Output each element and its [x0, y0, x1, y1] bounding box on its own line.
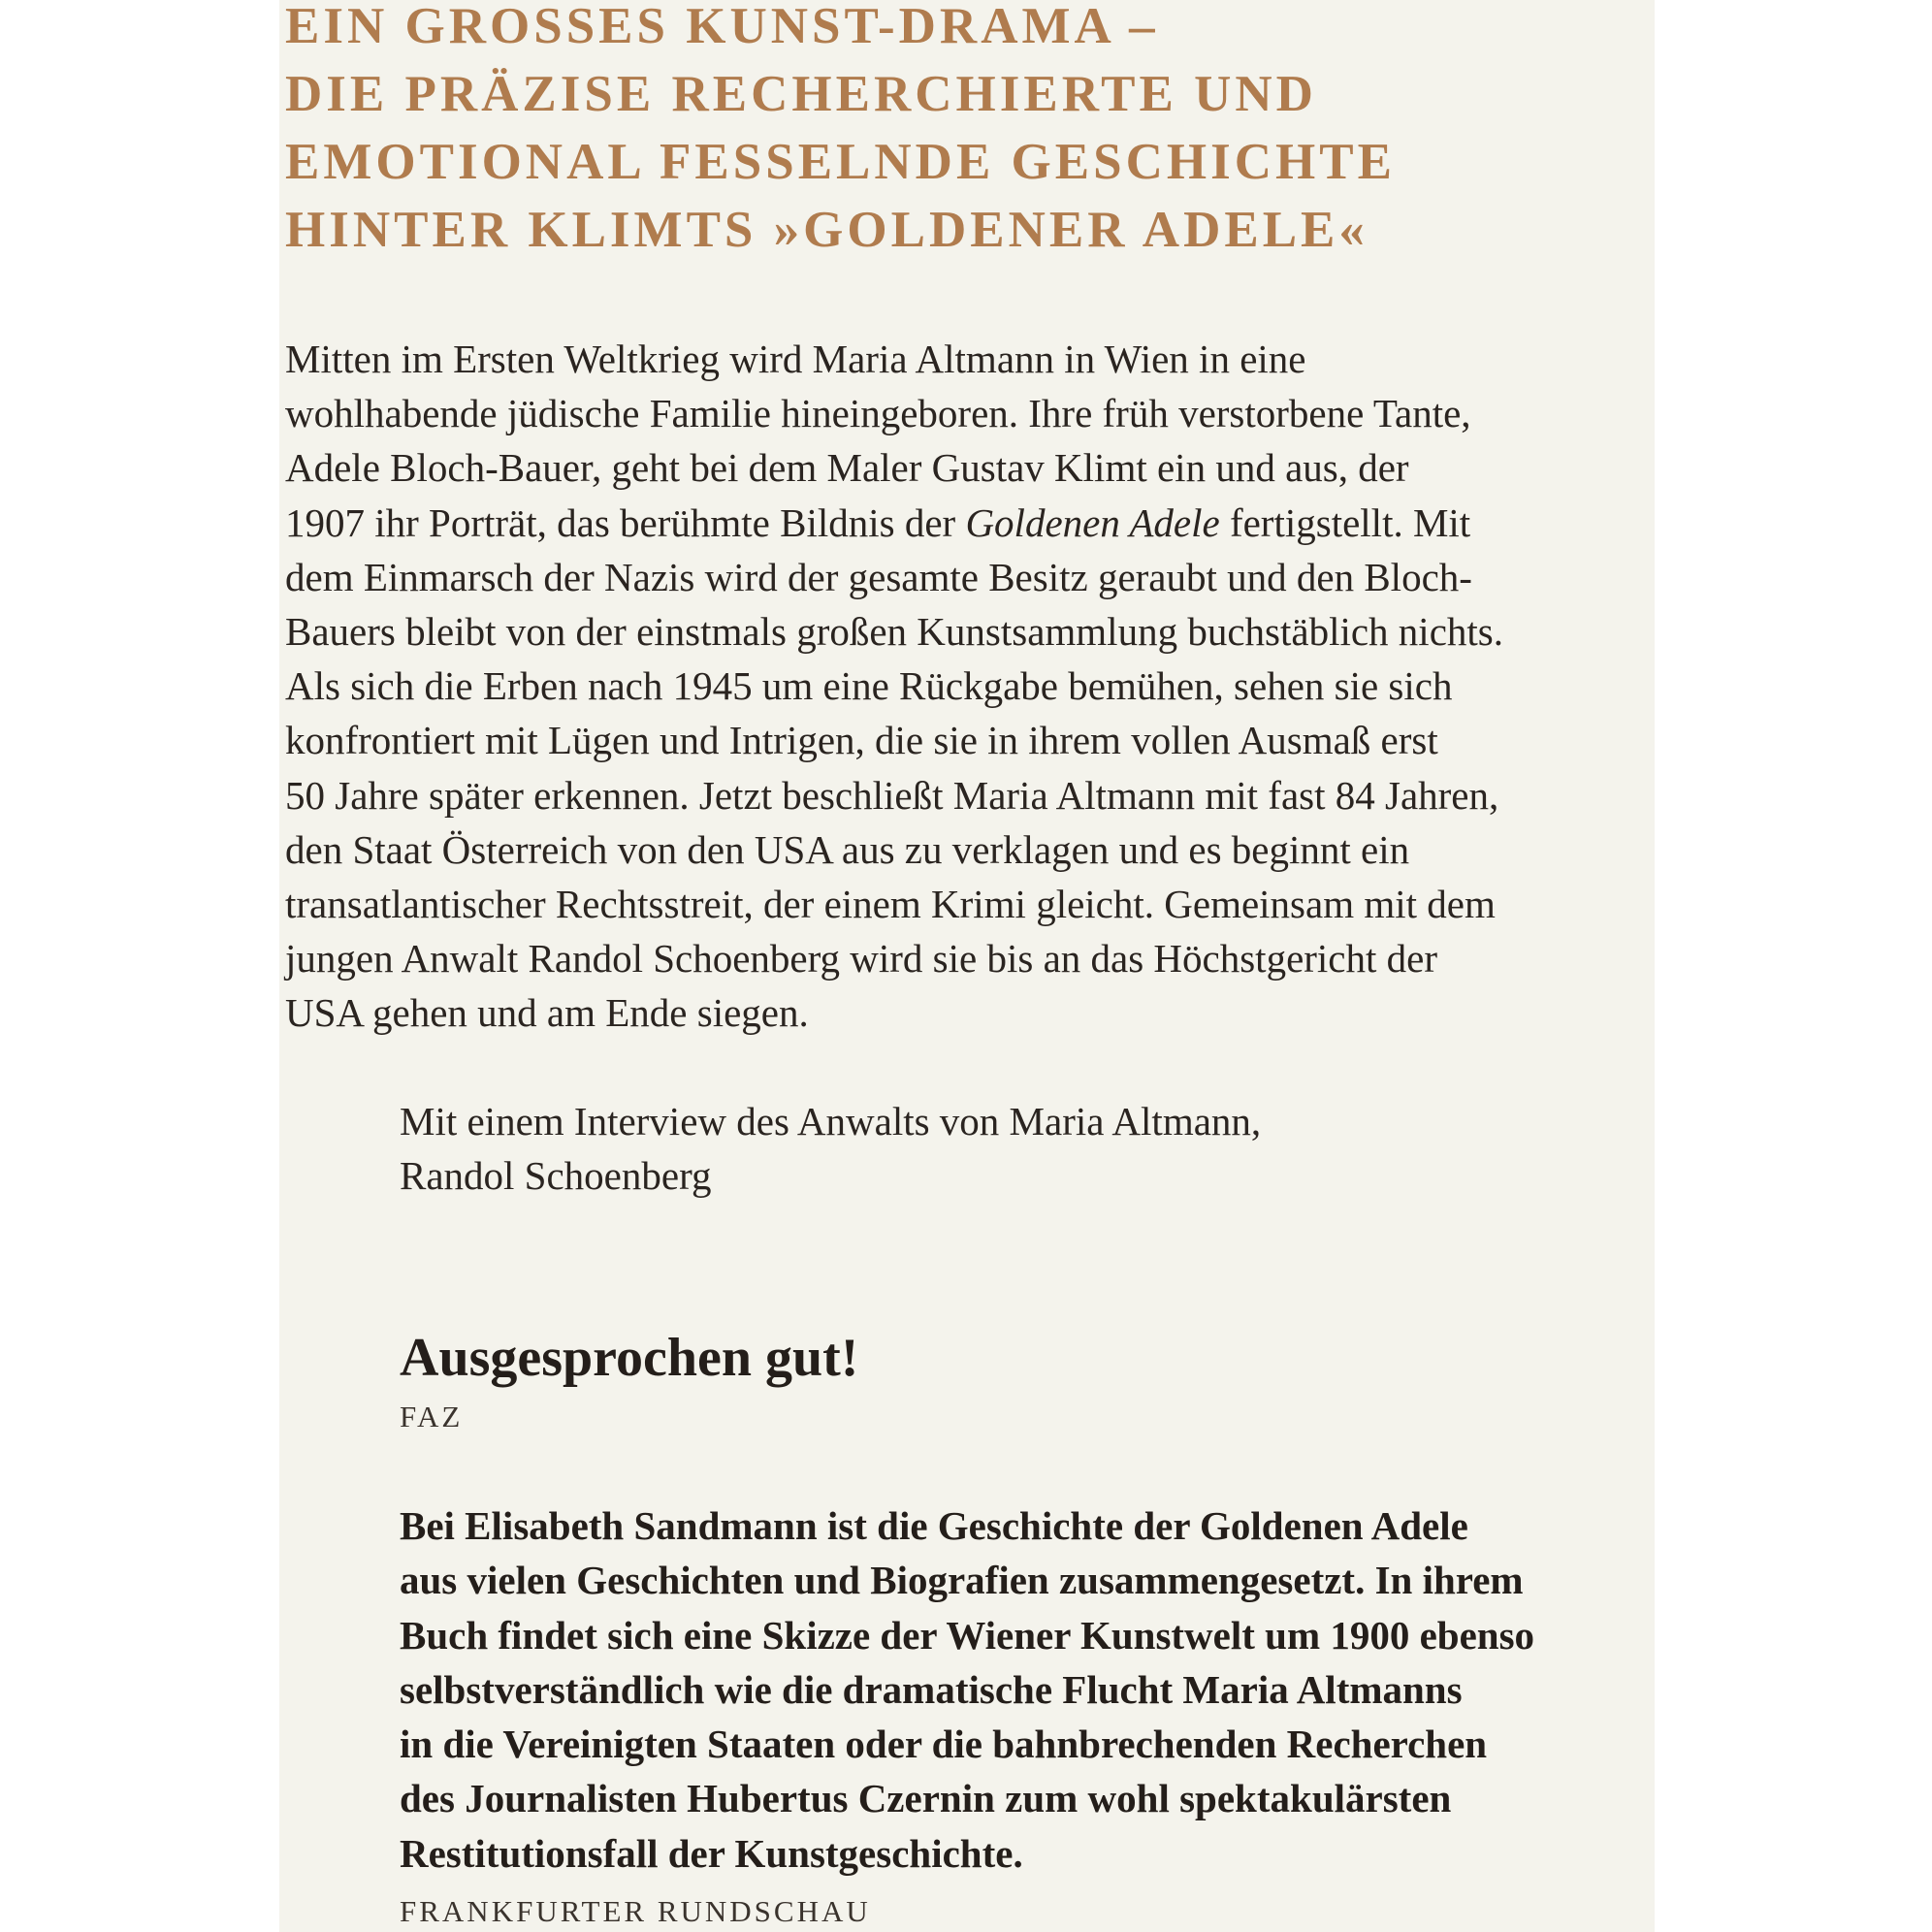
synopsis-line: konfrontiert mit Lügen und Intrigen, die sie in ihrem vollen Ausmaß erst [285, 718, 1438, 763]
headline-line-3: EMOTIONAL FESSELNDE GESCHICHTE [285, 134, 1396, 190]
synopsis-line: Bauers bleibt von der einstmals großen Kunstsammlung buchstäblich nichts. [285, 609, 1503, 655]
synopsis-line [285, 496, 1503, 550]
book-back-cover [279, 0, 1655, 1932]
synopsis-line: wohlhabende jüdische Familie hineingeboren. Ihre früh verstorbene Tante, [285, 391, 1471, 436]
synopsis-line: transatlantischer Rechtsstreit, der einem Krimi gleicht. Gemeinsam mit dem [285, 882, 1496, 927]
headline-line-2: DIE PRÄZISE RECHERCHIERTE UND [285, 66, 1317, 122]
review-quote-line: in die Vereinigten Staaten oder die bahnbrechenden Recherchen [400, 1722, 1488, 1767]
review-quote-line: Bei Elisabeth Sandmann ist die Geschichte der Goldenen Adele [400, 1503, 1468, 1548]
headline-line-1: EIN GROSSES KUNST-DRAMA – [285, 0, 1159, 54]
synopsis-line: jungen Anwalt Randol Schoenberg wird sie bis an das Höchstgericht der [285, 936, 1437, 982]
review-quote-faz: Ausgesprochen gut! [400, 1328, 859, 1388]
review-quote-line: aus vielen Geschichten und Biografien zusammengesetzt. In ihrem [400, 1558, 1524, 1603]
interview-note-line-2: Randol Schoenberg [400, 1153, 712, 1198]
headline-line-4: HINTER KLIMTS »GOLDENER ADELE« [285, 202, 1368, 258]
painting-title: Goldenen Adele [965, 499, 1220, 545]
review-quote-line: des Journalisten Hubertus Czernin zum wohl spektakulärsten [400, 1776, 1452, 1821]
synopsis-line-4-end: fertigstellt. Mit [1219, 499, 1471, 545]
synopsis-line-4-start: 1907 ihr Porträt, das berühmte Bildnis der [285, 499, 966, 545]
review-quote-fr [400, 1498, 1534, 1881]
synopsis-line: Adele Bloch-Bauer, geht bei dem Maler Gustav Klimt ein und aus, der [285, 445, 1409, 491]
review-source-fr: FRANKFURTER RUNDSCHAU [400, 1894, 871, 1928]
review-source-faz: FAZ [400, 1400, 464, 1433]
interview-note-line-1: Mit einem Interview des Anwalts von Maria Altmann, [400, 1099, 1262, 1143]
review-quote-line: selbstverständlich wie die dramatische Flucht Maria Altmanns [400, 1666, 1463, 1712]
synopsis-line: Als sich die Erben nach 1945 um eine Rückgabe bemühen, sehen sie sich [285, 663, 1453, 709]
headline [285, 0, 1396, 264]
synopsis-line: 50 Jahre später erkennen. Jetzt beschließt Maria Altmann mit fast 84 Jahren, [285, 772, 1499, 818]
synopsis-line: dem Einmarsch der Nazis wird der gesamte Besitz geraubt und den Bloch- [285, 554, 1472, 599]
synopsis-line: Mitten im Ersten Weltkrieg wird Maria Altmann in Wien in eine [285, 337, 1306, 381]
synopsis-line: USA gehen und am Ende siegen. [285, 990, 809, 1036]
review-quote-line: Restitutionsfall der Kunstgeschichte. [400, 1830, 1023, 1876]
synopsis-paragraph [285, 332, 1503, 1041]
review-quote-line: Buch findet sich eine Skizze der Wiener Kunstwelt um 1900 ebenso [400, 1612, 1535, 1658]
interview-note [400, 1094, 1261, 1203]
synopsis-line: den Staat Österreich von den USA aus zu verklagen und es beginnt ein [285, 826, 1410, 872]
